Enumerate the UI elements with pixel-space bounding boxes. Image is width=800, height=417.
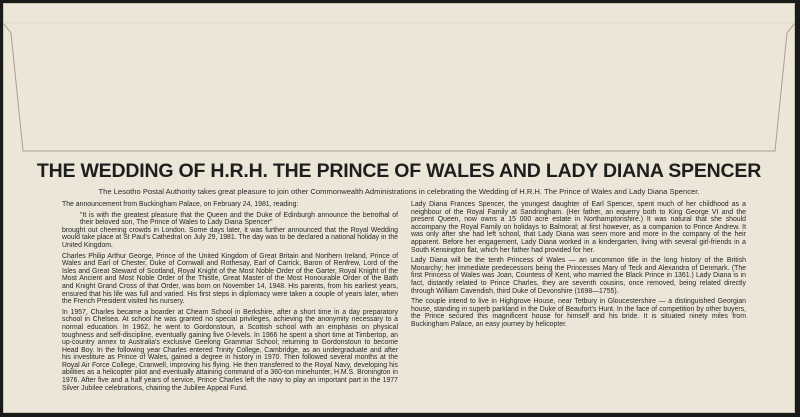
paragraph-announcement: The announcement from Buckingham Palace, on February 24, 1981, reading: [62,201,299,208]
left-column [62,201,398,395]
paragraph-princess-of-wales: Lady Diana will be the tenth Princess of Wales — an uncommon title in the long history of the British Monarchy; her immediate predecessors being the Princesses Mary of Teck and Alexandra of Denmark. (The first Princess of Wales was Joan, Countess of Kent, who married the Black Prince in 1361.) Lady Diana is in fact, distantly related to Prince Charles, they are seventh cousins, once removed, being related directly through William Cavendish, third Duke of Devonshire (1698—1755). [411,257,746,295]
right-column [411,201,746,332]
subtitle: The Lesotho Postal Authority takes great pleasure to join other Commonwealth Administrations in celebrating the Wedding of H.R.H. The Prince of Wales and Lady Diana Spencer. [98,187,700,196]
paragraph-crowds: brought out cheering crowds in London. Some days later, it was further announced that the Royal Wedding would take place at St Paul's Cathedral on July 29, 1981. The day was to be declared a national holiday in the United Kingdom. [62,226,398,249]
envelope-flap-fold-lines [3,3,795,153]
paragraph-charles-titles: Charles Philip Arthur George, Prince of the United Kingdom of Great Britain and Northern Ireland, Prince of Wales and Earl of Chester, Duke of Cornwall and Rothesay, Earl of Carrick, Baron of Renfrew, Lord of the Isles and Great Steward of Scotland, Royal Knight of the Most Noble Order of the Garter, Royal Knight of the Most Ancient and Most Noble Order of the Thistle, Great Master of the Most Honourable Order of the Bath and Knight Grand Cross of that Order, was born on November 14, 1948. His parents, from his earliest years, ensured that his life was full and varied. His first steps in diplomacy were taken a couple of years later, when the French President visited his nursery. [62,252,398,306]
envelope-back [3,3,795,413]
paragraph-diana-background: Lady Diana Frances Spencer, the youngest daughter of Earl Spencer, spent much of her childhood as a neighbour of the Royal Family at Sandringham. (Her father, an equerry both to King George VI and the present Queen, now owns a 15 000 acre estate in Northamptonshire.) It was natural that she should accompany the Royal Family on holidays to Balmoral; at first however, as a companion to Prince Andrew. It was only after she had left school, that Lady Diana was seen more and more in the company of the heir apparent. Before her engagement, Lady Diana worked in a kindergarten, living with several girl-friends in a South Kensington flat, which her father had provided for her. [411,201,746,254]
paragraph-quote: "It is with the greatest pleasure that the Queen and the Duke of Edinburgh announce the betrothal of their beloved son, The Prince of Wales to Lady Diana Spencer" [80,211,398,227]
paragraph-highgrove: The couple intend to live in Highgrove House, near Tetbury in Gloucestershire — a distinguished Georgian house, standing in superb parkland in the Duke of Beaufort's Hunt. In the face of competition by other buyers, the Prince secured this magnificent house for himself and his bride. It is situated ninety miles from Buckingham Palace, an easy journey by helicopter. [411,298,746,328]
paragraph-charles-education: In 1957, Charles became a boarder at Cheam School in Berkshire, after a short time in a day preparatory school in Chelsea. At school he was granted no special privileges, achieving the anonymity necessary to a normal education. In 1962, he went to Gordonstoun, a Scottish school with an emphasis on physical toughness and self-discipline, eventually gaining five 0-levels. In 1966 he spent a short time at Timbertop, an up-country annex to Australia's exclusive Geelong Grammar School; returning to Gordonstoun to become Head Boy. In the following year Charles entered Trinity College, Cambridge, as an undergraduate and after his investiture as Prince of Wales, gained a degree in history in 1970. Then followed several months at the Royal Air Force College, Cranwell, improving his flying. He then transferred to the Royal Navy, developing his abilities as a helicopter pilot and eventually attaining command of a 360-ton minehunter, H.M.S. Bronington in 1976. After five and a half years of service, Prince Charles left the navy to play an important part in the 1977 Silver Jubilee celebrations, chairing the Jubilee Appeal Fund. [62,308,398,392]
page-title: THE WEDDING OF H.R.H. THE PRINCE OF WALES AND LADY DIANA SPENCER [36,160,762,182]
